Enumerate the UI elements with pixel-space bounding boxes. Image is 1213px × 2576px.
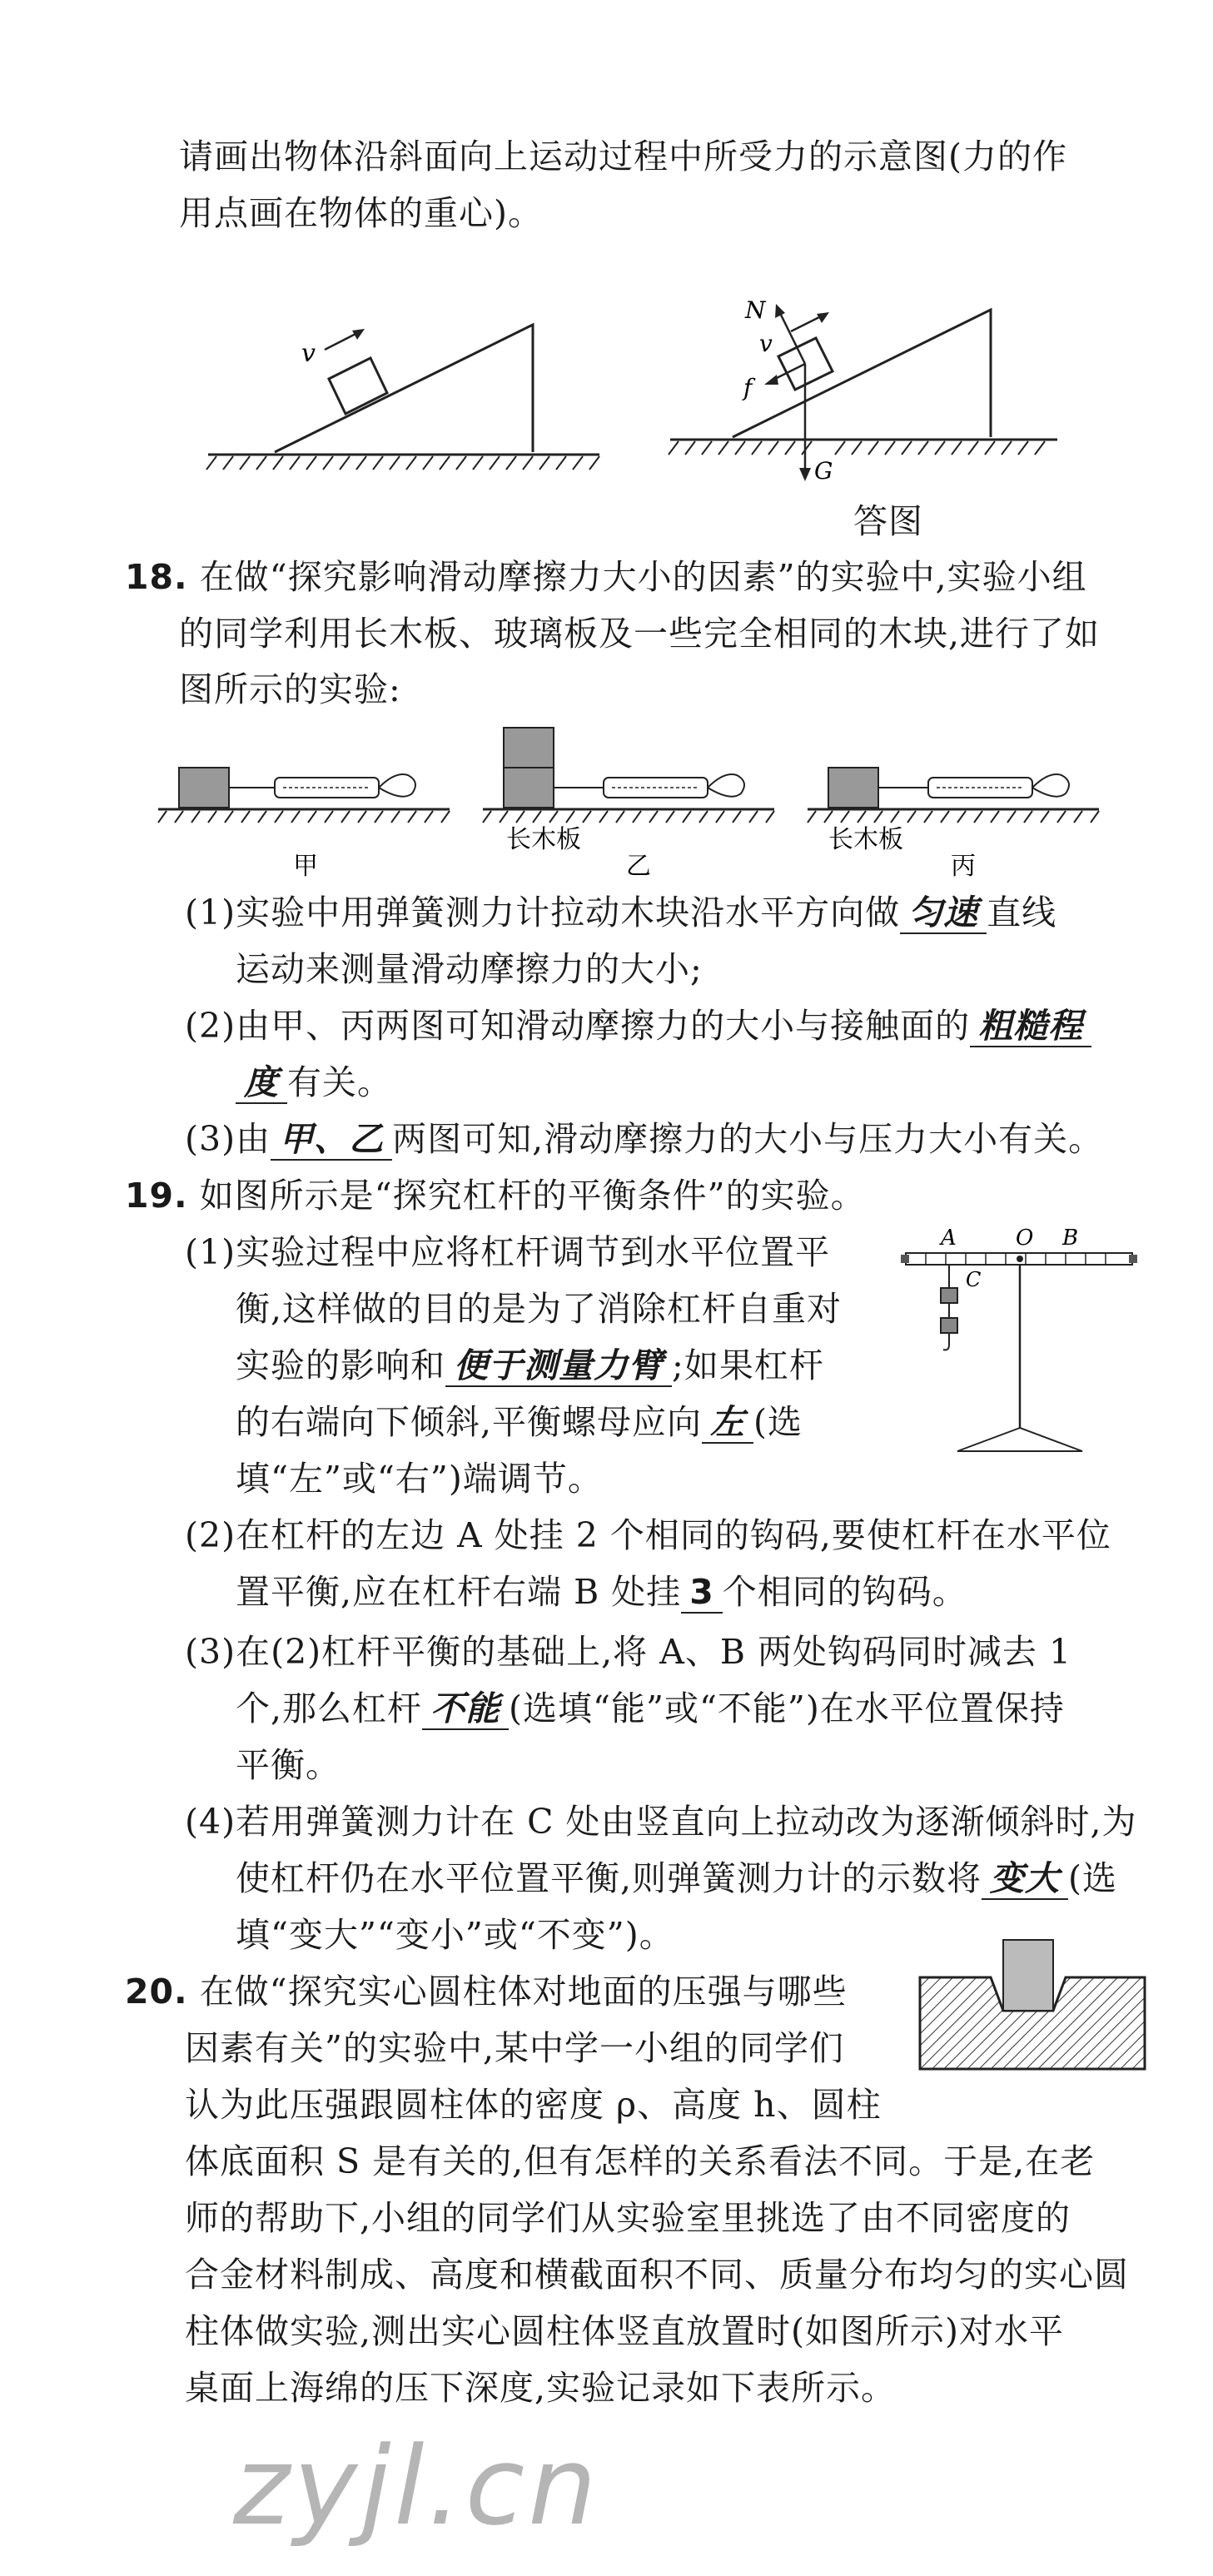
q19-p1-line5: 填“左”或“右”)端调节。 (236, 1459, 603, 1499)
q19-lever-label-B: B (1062, 1226, 1079, 1251)
q20-line8: 桌面上海绵的压下深度,实验记录如下表所示。 (185, 2368, 897, 2408)
q19-p2-text-b: 个相同的钩码。 (722, 1572, 967, 1612)
q17-answer-figure (666, 291, 1066, 508)
q20-number: 20. (125, 1972, 188, 2012)
q17-incline-figure (200, 291, 608, 483)
q18-friction-figures (150, 716, 1132, 883)
q18-part2-line2 (236, 1059, 392, 1106)
q18-figure-yi (483, 728, 774, 823)
q18-p2-answer-1: 粗糙程 (970, 1006, 1091, 1047)
q18-board-label-2: 长木板 (828, 825, 903, 854)
q19-p1-answer-2: 左 (702, 1402, 753, 1444)
q19-p3-text-a: 个,那么杠杆 (236, 1688, 423, 1728)
q18-stem-line3: 图所示的实验: (179, 669, 401, 709)
q17-N-label: N (745, 296, 766, 324)
q20-line4: 体底面积 S 是有关的,但有怎样的关系看法不同。于是,在老 (185, 2141, 1096, 2181)
q19-p4-text-a: 使杠杆仍在水平位置平衡,则弹簧测力计的示数将 (236, 1858, 982, 1898)
q19-p4-line1: (4)若用弹簧测力计在 C 处由竖直向上拉动改为逐渐倾斜时,为 (185, 1802, 1137, 1842)
q19-p3-line1: (3)在(2)杠杆平衡的基础上,将 A、B 两处钩码同时减去 1 (185, 1632, 1072, 1672)
q19-stem-text: 如图所示是“探究杠杆的平衡条件”的实验。 (199, 1176, 866, 1216)
q18-stem1: 在做“探究影响滑动摩擦力大小的因素”的实验中,实验小组 (199, 557, 1087, 597)
q19-p3-answer: 不能 (422, 1688, 509, 1730)
q18-p3-answer: 甲、乙 (271, 1119, 392, 1161)
q19-p1-line2: 衡,这样做的目的是为了消除杠杆自重对 (236, 1289, 843, 1329)
q20-text-1: 在做“探究实心圆柱体对地面的压强与哪些 (199, 1972, 848, 2012)
q20-line5: 师的帮助下,小组的同学们从实验室里挑选了由不同密度的 (185, 2198, 1071, 2238)
q19-p4-text-b: (选 (1068, 1858, 1118, 1898)
q19-p1-line1: (1)实验过程中应将杠杆调节到水平位置平 (185, 1232, 831, 1272)
q18-p3-text-b: 两图可知,滑动摩擦力的大小与压力大小有关。 (392, 1119, 1104, 1159)
q20-line2: 因素有关”的实验中,某中学一小组的同学们 (185, 2028, 844, 2068)
q18-part3-line1 (185, 1116, 1103, 1162)
q19-stem (125, 1172, 866, 1219)
q18-number: 18. (125, 557, 188, 597)
q18-p2-text-b: 有关。 (287, 1062, 392, 1102)
q19-p3-text-b: (选填“能”或“不能”)在水平位置保持 (509, 1688, 1065, 1728)
q18-p2-answer-2: 度 (236, 1062, 287, 1104)
q19-lever-label-C: C (966, 1268, 982, 1291)
q17-f-label: f (743, 374, 753, 401)
q20-line6: 合金材料制成、高度和横截面积不同、质量分布均匀的实心圆 (185, 2255, 1129, 2295)
q19-p4-answer: 变大 (982, 1858, 1068, 1900)
q18-label-bing: 丙 (951, 852, 976, 881)
q18-figure-jia (158, 768, 450, 823)
q19-p1-text-3b: ;如果杠杆 (672, 1345, 824, 1385)
q19-lever-label-O: O (1016, 1226, 1034, 1251)
q19-lever-label-A: A (941, 1226, 957, 1251)
q17-G-label: G (814, 457, 833, 485)
q18-p3-text-a: (3)由 (185, 1119, 271, 1159)
q18-part1-line1 (185, 889, 1056, 936)
q18-stem-line1 (125, 554, 1087, 600)
q19-number: 19. (125, 1176, 188, 1216)
q20-line3: 认为此压强跟圆柱体的密度 ρ、高度 h、圆柱 (185, 2085, 882, 2125)
q17-text-line2: 用点画在物体的重心)。 (179, 193, 543, 233)
q17-v-label: v (301, 339, 316, 368)
q19-p1-line3 (236, 1342, 824, 1389)
q19-p2-text-a: 置平衡,应在杠杆右端 B 处挂 (236, 1572, 682, 1612)
q18-part2-line1 (185, 1002, 1091, 1049)
q18-p2-text-a: (2)由甲、丙两图可知滑动摩擦力的大小与接触面的 (185, 1006, 971, 1046)
q17-v-label-answer: v (759, 330, 773, 357)
q19-lever-figure (899, 1220, 1149, 1470)
watermark: zyjl.cn (233, 2423, 600, 2549)
q19-p2-answer: 3 (681, 1572, 723, 1614)
q19-p1-text-4b: (选 (753, 1402, 803, 1442)
q19-p1-text-4a: 的右端向下倾斜,平衡螺母应向 (236, 1402, 703, 1442)
q19-p2-line1: (2)在杠杆的左边 A 处挂 2 个相同的钩码,要使杠杆在水平位 (185, 1515, 1111, 1555)
q18-p1-answer: 匀速 (900, 893, 987, 934)
q19-p4-line3: 填“变大”“变小”或“不变”)。 (236, 1915, 674, 1955)
q19-p1-answer-1: 便于测量力臂 (445, 1345, 672, 1387)
q18-figure-bing (808, 768, 1099, 823)
q19-p3-line2 (236, 1685, 1065, 1732)
q18-p1-text-b: 直线 (987, 893, 1057, 932)
q17-text-line1: 请画出物体沿斜面向上运动过程中所受力的示意图(力的作 (179, 137, 1067, 177)
q18-label-yi: 乙 (626, 852, 651, 881)
q19-p4-line2 (236, 1855, 1117, 1902)
q18-label-jia: 甲 (293, 852, 318, 881)
q18-p1-text-a: (1)实验中用弹簧测力计拉动木块沿水平方向做 (185, 893, 901, 932)
q18-stem-line2: 的同学利用长木板、玻璃板及一些完全相同的木块,进行了如 (179, 614, 1101, 654)
q18-part1-line2: 运动来测量滑动摩擦力的大小; (236, 949, 703, 989)
q19-p1-line4 (236, 1399, 803, 1445)
q19-p2-line2 (236, 1569, 967, 1615)
q18-board-label-1: 长木板 (506, 825, 581, 854)
q20-line7: 柱体做实验,测出实心圆柱体竖直放置时(如图所示)对水平 (185, 2311, 1065, 2351)
q20-sponge-figure (916, 1932, 1149, 2073)
q17-answer-caption: 答图 (853, 501, 923, 541)
q20-line1 (125, 1968, 848, 2015)
q19-p3-line3: 平衡。 (236, 1745, 341, 1785)
q19-p1-text-3a: 实验的影响和 (236, 1345, 445, 1385)
